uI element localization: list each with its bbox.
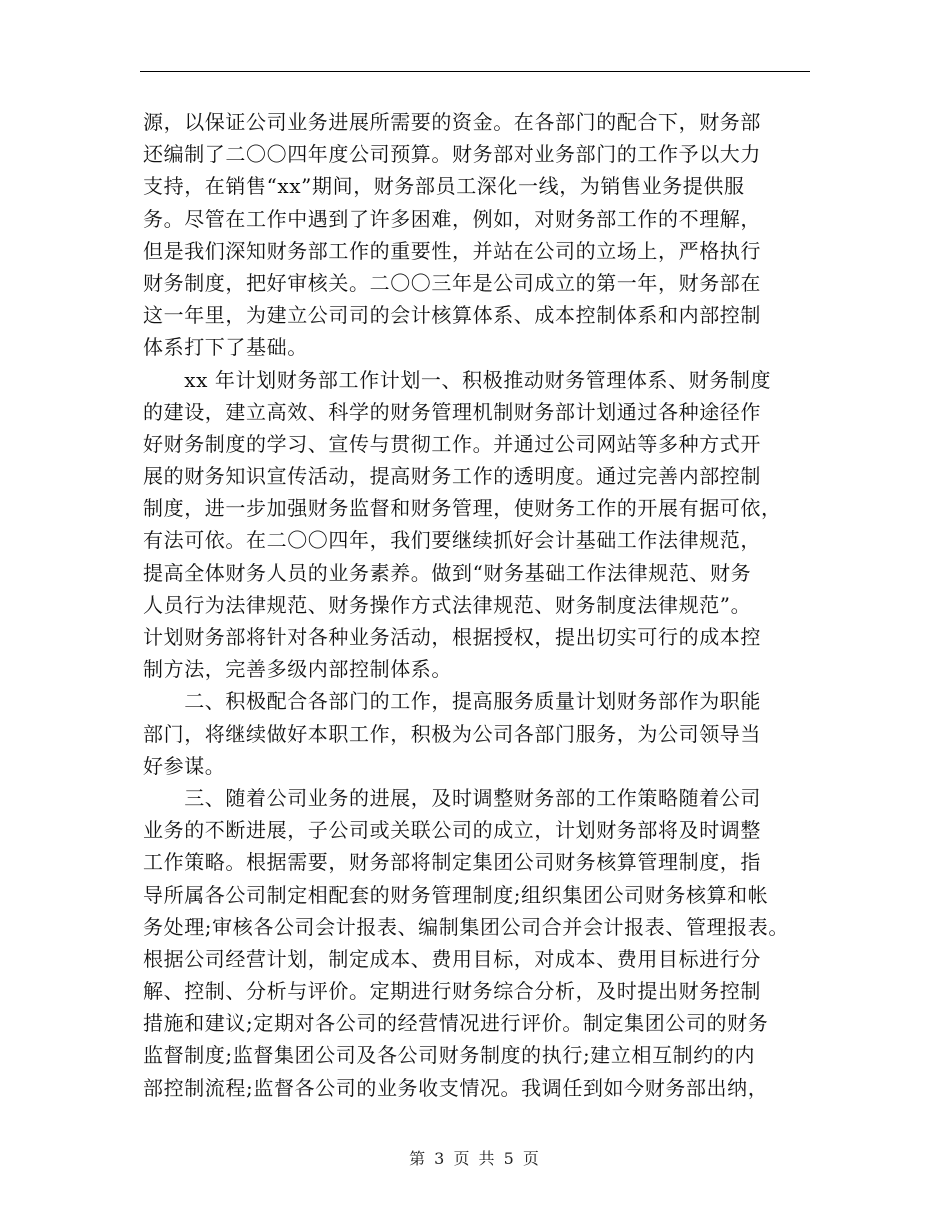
text-line: 好财务制度的学习、宣传与贯彻工作。并通过公司网站等多种方式开 (143, 431, 761, 456)
text-line: 措施和建议;定期对各公司的经营情况进行评价。制定集团公司的财务 (143, 1011, 769, 1036)
text-line: 体系打下了基础。 (143, 335, 308, 360)
text-line: 的建设，建立高效、科学的财务管理机制财务部计划通过各种途径作 (143, 399, 761, 424)
text-line: 务处理;审核各公司会计报表、编制集团公司合并会计报表、管理报表。 (143, 914, 789, 939)
text-line: 业务的不断进展，子公司或关联公司的成立，计划财务部将及时调整 (143, 818, 761, 843)
text-line: 工作策略。根据需要，财务部将制定集团公司财务核算管理制度，指 (143, 850, 761, 875)
text-line: 这一年里，为建立公司司的会计核算体系、成本控制体系和内部控制 (143, 303, 761, 328)
text-line: 解、控制、分析与评价。定期进行财务综合分析，及时提出财务控制 (143, 979, 761, 1004)
text-line: 还编制了二〇〇四年度公司预算。财务部对业务部门的工作予以大力 (143, 142, 761, 167)
text-line: 三、随着公司业务的进展，及时调整财务部的工作策略随着公司 (143, 785, 761, 810)
text-line: 部控制流程;监督各公司的业务收支情况。我调任到如今财务部出纳， (143, 1075, 769, 1100)
text-line: 制度，进一步加强财务监督和财务管理，使财务工作的开展有据可依， (143, 496, 782, 521)
text-line: 财务制度，把好审核关。二〇〇三年是公司成立的第一年，财务部在 (143, 270, 761, 295)
text-line: 支持，在销售“xx”期间，财务部员工深化一线，为销售业务提供服 (143, 174, 745, 199)
text-line: 但是我们深知财务部工作的重要性，并站在公司的立场上，严格执行 (143, 238, 761, 263)
text-line: 监督制度;监督集团公司及各公司财务制度的执行;建立相互制约的内 (143, 1043, 756, 1068)
text-line: 制方法，完善多级内部控制体系。 (143, 657, 452, 682)
text-line: 根据公司经营计划，制定成本、费用目标，对成本、费用目标进行分 (143, 946, 761, 971)
text-line: 好参谋。 (143, 753, 226, 778)
header-rule (140, 71, 810, 72)
text-line: 展的财务知识宣传活动，提高财务工作的透明度。通过完善内部控制 (143, 464, 761, 489)
body-text (143, 106, 815, 1104)
text-line: 有法可依。在二〇〇四年，我们要继续抓好会计基础工作法律规范， (143, 528, 761, 553)
page-number: 第 3 页 共 5 页 (409, 1149, 541, 1168)
text-line: xx 年计划财务部工作计划一、积极推动财务管理体系、财务制度 (143, 367, 772, 392)
text-line: 人员行为法律规范、财务操作方式法律规范、财务制度法律规范”。 (143, 592, 752, 617)
text-line: 源，以保证公司业务进展所需要的资金。在各部门的配合下，财务部 (143, 110, 761, 134)
text-line: 务。尽管在工作中遇到了许多困难，例如，对财务部工作的不理解， (143, 206, 761, 231)
text-line: 二、积极配合各部门的工作，提高服务质量计划财务部作为职能 (143, 689, 761, 714)
text-line: 部门，将继续做好本职工作，积极为公司各部门服务，为公司领导当 (143, 721, 761, 746)
text-line: 导所属各公司制定相配套的财务管理制度;组织集团公司财务核算和帐 (143, 882, 769, 907)
text-line: 提高全体财务人员的业务素养。做到“财务基础工作法律规范、财务 (143, 560, 752, 585)
text-line: 计划财务部将针对各种业务活动，根据授权，提出切实可行的成本控 (143, 625, 761, 649)
